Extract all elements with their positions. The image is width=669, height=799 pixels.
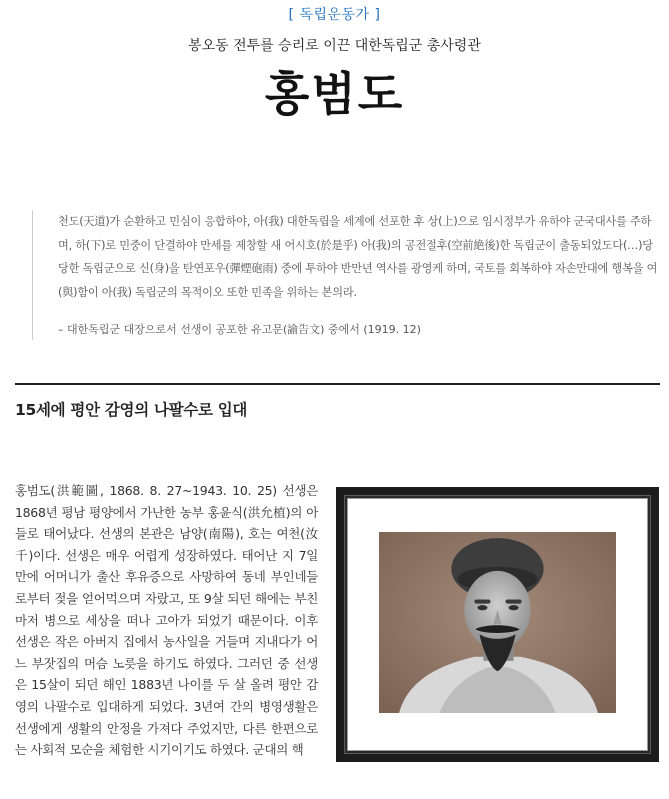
biography-text: 홍범도(洪範圖, 1868. 8. 27~1943. 10. 25) 선생은 1868년 평남 평양에서 가난한 농부 홍윤식(洪允植)의 아들로 태어났다. 선생의 본관은 남양(南陽), 호는 여천(汝千)이다. 선생은 매우 어렵게 성장하였다. 태어난 지 7일만에 어머니가 출산 후유증으로 사망하여 동네 부인네들로부터 젖을 얻어먹으며 자랐고, 또 9살 되던 해에는 부친마저 병으로 세상을 떠나 고아가 되었기 때문이다. 이후 선생은 작은 아버지 집에서 농사일을 거들며 지내다가 어느 부잣집의 머슴 노릇을 하기도 하였다. 그러던 중 선생은 15살이 되던 해인 1883년 나이를 두 살 올려 평안 감영의 나팔수로 입대하게 되었다. 3년여 간의 병영생활은 선생에게 생활의 안정을 가져다 주었지만, 다른 한편으로는 사회적 모순을 체험한 시기이기도 하였다. 군대의 핵 — [15, 483, 318, 758]
page-subtitle: 봉오동 전투를 승리로 이끈 대한독립군 총사령관 — [188, 38, 481, 54]
quote-block — [32, 210, 662, 340]
portrait-mat — [347, 498, 648, 751]
quote-source: – 대한독립군 대장으로서 선생이 공포한 유고문(諭告文) 중에서 (1919. 12) — [58, 323, 421, 336]
section-heading: 15세에 평안 감영의 나팔수로 입대 — [15, 401, 248, 419]
portrait-photo-icon — [379, 532, 616, 713]
section-divider — [15, 383, 660, 385]
portrait-frame — [336, 487, 659, 762]
quote-text: 천도(天道)가 순환하고 민심이 응합하야, 아(我) 대한독립을 세계에 선포한 후 상(上)으로 임시정부가 유하야 군국대사를 주하며, 하(下)로 민중이 단결하야 만세를 제창할 새 어시호(於是乎) 아(我)의 공전절후(空前絶後)한 독립군이 출동되었도다(…)당당한 독립군으로 신(身)을 탄연포우(彈煙砲雨) 중에 투하야 반만년 역사를 광영케 하며, 국토를 회복하야 자손만대에 행복을 여(與)함이 아(我) 독립군의 목적이오 또한 민족을 위하는 본의라. — [58, 215, 658, 299]
page-title: 홍범도 — [264, 67, 405, 121]
category-label: [ 독립운동가 ] — [288, 7, 381, 23]
